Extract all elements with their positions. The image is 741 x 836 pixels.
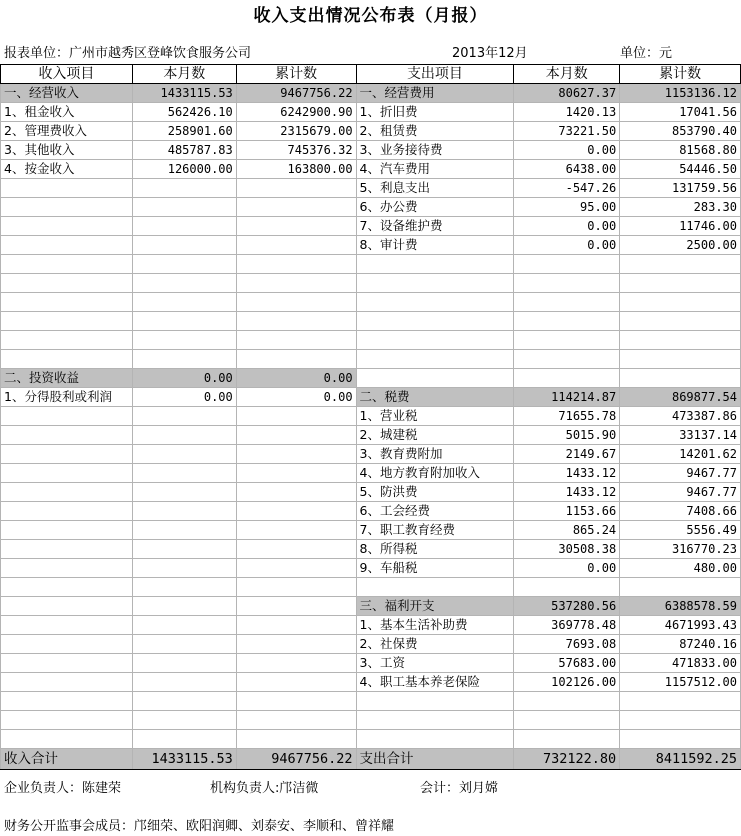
expense-item-name: 1、营业税	[356, 407, 514, 426]
empty-cell	[236, 730, 356, 749]
empty-cell	[132, 464, 236, 483]
col-expense-month: 本月数	[514, 65, 620, 84]
table-row	[1, 84, 741, 103]
expense-cumulative-value: 480.00	[620, 559, 741, 578]
expense-cumulative-value: 473387.86	[620, 407, 741, 426]
income-month-value: 485787.83	[132, 141, 236, 160]
table-row	[1, 369, 741, 388]
empty-cell	[236, 198, 356, 217]
expense-item-name: 1、折旧费	[356, 103, 514, 122]
accountant: 会计：刘月嫦	[420, 781, 499, 796]
expense-month-value: 2149.67	[514, 445, 620, 464]
expense-cumulative-value: 1153136.12	[620, 84, 741, 103]
income-section-title: 二、投资收益	[1, 369, 133, 388]
expense-item-name: 7、设备维护费	[356, 217, 514, 236]
expense-item-name: 4、地方教育附加收入	[356, 464, 514, 483]
expense-item-name: 6、办公费	[356, 198, 514, 217]
income-item-name: 4、按金收入	[1, 160, 133, 179]
report-title: 收入支出情况公布表（月报）	[253, 6, 488, 26]
expense-total-label: 支出合计	[356, 749, 514, 770]
empty-cell	[1, 730, 133, 749]
table-row	[1, 711, 741, 730]
empty-cell	[236, 711, 356, 730]
empty-cell	[1, 464, 133, 483]
col-expense-item: 支出项目	[356, 65, 514, 84]
empty-cell	[236, 293, 356, 312]
expense-cumulative-value: 316770.23	[620, 540, 741, 559]
table-row	[1, 540, 741, 559]
income-expense-table	[0, 64, 741, 770]
table-row	[1, 483, 741, 502]
empty-cell	[1, 673, 133, 692]
empty-cell	[620, 692, 741, 711]
table-row	[1, 179, 741, 198]
expense-month-value: 6438.00	[514, 160, 620, 179]
report-period: 2013年12月	[452, 46, 528, 61]
expense-month-value: 865.24	[514, 521, 620, 540]
empty-cell	[620, 274, 741, 293]
income-section-title: 一、经营收入	[1, 84, 133, 103]
empty-cell	[1, 426, 133, 445]
expense-month-value: 0.00	[514, 559, 620, 578]
table-row	[1, 103, 741, 122]
expense-month-value: 57683.00	[514, 654, 620, 673]
empty-cell	[132, 426, 236, 445]
expense-month-value: 30508.38	[514, 540, 620, 559]
expense-item-name: 9、车船税	[356, 559, 514, 578]
empty-cell	[132, 502, 236, 521]
expense-item-name: 6、工会经费	[356, 502, 514, 521]
empty-cell	[132, 331, 236, 350]
table-row	[1, 331, 741, 350]
income-item-name: 1、租金收入	[1, 103, 133, 122]
empty-cell	[236, 559, 356, 578]
expense-month-value: 114214.87	[514, 388, 620, 407]
empty-cell	[132, 179, 236, 198]
table-row	[1, 635, 741, 654]
table-row	[1, 217, 741, 236]
empty-cell	[1, 312, 133, 331]
table-row	[1, 350, 741, 369]
empty-cell	[236, 255, 356, 274]
reporting-unit: 报表单位：广州市越秀区登峰饮食服务公司	[4, 46, 252, 61]
income-month-value: 562426.10	[132, 103, 236, 122]
empty-cell	[132, 654, 236, 673]
empty-cell	[620, 369, 741, 388]
empty-cell	[1, 407, 133, 426]
empty-cell	[514, 711, 620, 730]
empty-cell	[236, 464, 356, 483]
empty-cell	[236, 274, 356, 293]
empty-cell	[620, 312, 741, 331]
empty-cell	[132, 578, 236, 597]
empty-cell	[1, 198, 133, 217]
expense-item-name: 3、工资	[356, 654, 514, 673]
expense-month-value: 73221.50	[514, 122, 620, 141]
empty-cell	[236, 635, 356, 654]
empty-cell	[132, 255, 236, 274]
expense-month-value: 102126.00	[514, 673, 620, 692]
expense-total-month: 732122.80	[514, 749, 620, 770]
empty-cell	[514, 578, 620, 597]
empty-cell	[356, 369, 514, 388]
table-row	[1, 255, 741, 274]
expense-cumulative-value: 14201.62	[620, 445, 741, 464]
empty-cell	[1, 654, 133, 673]
expense-cumulative-value: 9467.77	[620, 464, 741, 483]
empty-cell	[132, 198, 236, 217]
empty-cell	[132, 692, 236, 711]
expense-item-name: 5、防洪费	[356, 483, 514, 502]
empty-cell	[356, 293, 514, 312]
expense-cumulative-value: 131759.56	[620, 179, 741, 198]
supervisory-committee: 财务公开监事会成员：邝细荣、欧阳润卿、刘泰安、李顺和、曾祥耀	[4, 819, 395, 834]
expense-cumulative-value: 6388578.59	[620, 597, 741, 616]
empty-cell	[1, 179, 133, 198]
empty-cell	[132, 597, 236, 616]
expense-cumulative-value: 471833.00	[620, 654, 741, 673]
currency-unit: 单位：元	[620, 46, 673, 61]
table-row	[1, 464, 741, 483]
empty-cell	[236, 312, 356, 331]
table-row	[1, 502, 741, 521]
table-row	[1, 293, 741, 312]
expense-item-name: 1、基本生活补助费	[356, 616, 514, 635]
empty-cell	[514, 274, 620, 293]
expense-item-name: 8、所得税	[356, 540, 514, 559]
empty-cell	[1, 521, 133, 540]
empty-cell	[356, 255, 514, 274]
expense-month-value: 71655.78	[514, 407, 620, 426]
table-row	[1, 654, 741, 673]
empty-cell	[1, 540, 133, 559]
expense-cumulative-value: 2500.00	[620, 236, 741, 255]
expense-cumulative-value: 33137.14	[620, 426, 741, 445]
expense-section-title: 二、税费	[356, 388, 514, 407]
empty-cell	[356, 711, 514, 730]
empty-cell	[356, 578, 514, 597]
empty-cell	[1, 255, 133, 274]
expense-cumulative-value: 4671993.43	[620, 616, 741, 635]
empty-cell	[132, 635, 236, 654]
table-row	[1, 673, 741, 692]
table-row	[1, 597, 741, 616]
empty-cell	[356, 274, 514, 293]
empty-cell	[356, 350, 514, 369]
empty-cell	[1, 331, 133, 350]
empty-cell	[132, 350, 236, 369]
income-item-name: 3、其他收入	[1, 141, 133, 160]
empty-cell	[236, 179, 356, 198]
expense-cumulative-value: 81568.80	[620, 141, 741, 160]
expense-month-value: 95.00	[514, 198, 620, 217]
empty-cell	[356, 692, 514, 711]
empty-cell	[514, 350, 620, 369]
empty-cell	[514, 312, 620, 331]
table-row	[1, 274, 741, 293]
table-row	[1, 426, 741, 445]
expense-item-name: 2、租赁费	[356, 122, 514, 141]
column-header-row	[1, 65, 741, 84]
income-total-month: 1433115.53	[132, 749, 236, 770]
empty-cell	[356, 312, 514, 331]
income-total-label: 收入合计	[1, 749, 133, 770]
income-month-value: 0.00	[132, 388, 236, 407]
empty-cell	[236, 426, 356, 445]
empty-cell	[132, 407, 236, 426]
table-row	[1, 407, 741, 426]
empty-cell	[1, 559, 133, 578]
empty-cell	[236, 331, 356, 350]
table-row	[1, 388, 741, 407]
empty-cell	[236, 236, 356, 255]
empty-cell	[1, 502, 133, 521]
table-row	[1, 578, 741, 597]
expense-month-value: 0.00	[514, 141, 620, 160]
empty-cell	[132, 711, 236, 730]
table-row	[1, 312, 741, 331]
empty-cell	[514, 692, 620, 711]
col-expense-cumulative: 累计数	[620, 65, 741, 84]
empty-cell	[132, 236, 236, 255]
expense-section-title: 一、经营费用	[356, 84, 514, 103]
empty-cell	[1, 350, 133, 369]
expense-month-value: 1420.13	[514, 103, 620, 122]
enterprise-head: 企业负责人：陈建荣	[4, 781, 122, 796]
empty-cell	[514, 730, 620, 749]
expense-item-name: 2、城建税	[356, 426, 514, 445]
expense-month-value: 0.00	[514, 217, 620, 236]
expense-item-name: 4、汽车费用	[356, 160, 514, 179]
empty-cell	[1, 483, 133, 502]
table-row	[1, 692, 741, 711]
empty-cell	[236, 483, 356, 502]
income-cumulative-value: 0.00	[236, 369, 356, 388]
expense-cumulative-value: 54446.50	[620, 160, 741, 179]
empty-cell	[514, 255, 620, 274]
empty-cell	[620, 730, 741, 749]
expense-month-value: 369778.48	[514, 616, 620, 635]
empty-cell	[1, 217, 133, 236]
expense-month-value: 537280.56	[514, 597, 620, 616]
expense-item-name: 2、社保费	[356, 635, 514, 654]
expense-cumulative-value: 11746.00	[620, 217, 741, 236]
table-row	[1, 122, 741, 141]
expense-cumulative-value: 5556.49	[620, 521, 741, 540]
expense-month-value: 7693.08	[514, 635, 620, 654]
expense-item-name: 7、职工教育经费	[356, 521, 514, 540]
expense-month-value: 1153.66	[514, 502, 620, 521]
empty-cell	[236, 654, 356, 673]
expense-month-value: 1433.12	[514, 464, 620, 483]
empty-cell	[620, 255, 741, 274]
expense-month-value: -547.26	[514, 179, 620, 198]
expense-item-name: 4、职工基本养老保险	[356, 673, 514, 692]
empty-cell	[132, 616, 236, 635]
table-row	[1, 198, 741, 217]
income-cumulative-value: 6242900.90	[236, 103, 356, 122]
expense-month-value: 80627.37	[514, 84, 620, 103]
empty-cell	[1, 236, 133, 255]
table-row	[1, 559, 741, 578]
table-row	[1, 521, 741, 540]
empty-cell	[620, 350, 741, 369]
empty-cell	[236, 578, 356, 597]
empty-cell	[236, 350, 356, 369]
empty-cell	[132, 521, 236, 540]
empty-cell	[132, 217, 236, 236]
empty-cell	[132, 559, 236, 578]
income-month-value: 258901.60	[132, 122, 236, 141]
totals-row	[1, 749, 741, 770]
income-month-value: 1433115.53	[132, 84, 236, 103]
empty-cell	[1, 711, 133, 730]
empty-cell	[236, 407, 356, 426]
income-cumulative-value: 2315679.00	[236, 122, 356, 141]
empty-cell	[1, 597, 133, 616]
expense-cumulative-value: 853790.40	[620, 122, 741, 141]
income-total-cumulative: 9467756.22	[236, 749, 356, 770]
income-item-name: 2、管理费收入	[1, 122, 133, 141]
empty-cell	[1, 578, 133, 597]
expense-item-name: 5、利息支出	[356, 179, 514, 198]
empty-cell	[132, 293, 236, 312]
empty-cell	[132, 274, 236, 293]
empty-cell	[514, 293, 620, 312]
expense-cumulative-value: 17041.56	[620, 103, 741, 122]
expense-item-name: 8、审计费	[356, 236, 514, 255]
income-cumulative-value: 9467756.22	[236, 84, 356, 103]
empty-cell	[236, 597, 356, 616]
empty-cell	[132, 540, 236, 559]
expense-month-value: 1433.12	[514, 483, 620, 502]
empty-cell	[514, 369, 620, 388]
empty-cell	[514, 331, 620, 350]
expense-cumulative-value: 87240.16	[620, 635, 741, 654]
empty-cell	[132, 445, 236, 464]
empty-cell	[236, 445, 356, 464]
expense-cumulative-value: 869877.54	[620, 388, 741, 407]
expense-item-name: 3、业务接待费	[356, 141, 514, 160]
table-row	[1, 160, 741, 179]
expense-item-name: 3、教育费附加	[356, 445, 514, 464]
expense-cumulative-value: 9467.77	[620, 483, 741, 502]
empty-cell	[236, 217, 356, 236]
empty-cell	[1, 445, 133, 464]
empty-cell	[1, 616, 133, 635]
col-income-cumulative: 累计数	[236, 65, 356, 84]
expense-month-value: 5015.90	[514, 426, 620, 445]
institution-head: 机构负责人:邝洁微	[210, 781, 319, 796]
empty-cell	[236, 692, 356, 711]
expense-cumulative-value: 1157512.00	[620, 673, 741, 692]
empty-cell	[236, 616, 356, 635]
empty-cell	[356, 730, 514, 749]
empty-cell	[356, 331, 514, 350]
empty-cell	[1, 635, 133, 654]
table-row	[1, 141, 741, 160]
expense-section-title: 三、福利开支	[356, 597, 514, 616]
income-item-name: 1、分得股利或利润	[1, 388, 133, 407]
empty-cell	[132, 312, 236, 331]
empty-cell	[132, 730, 236, 749]
empty-cell	[132, 483, 236, 502]
income-month-value: 0.00	[132, 369, 236, 388]
empty-cell	[620, 293, 741, 312]
income-cumulative-value: 745376.32	[236, 141, 356, 160]
income-cumulative-value: 0.00	[236, 388, 356, 407]
empty-cell	[236, 521, 356, 540]
empty-cell	[620, 578, 741, 597]
empty-cell	[620, 331, 741, 350]
income-cumulative-value: 163800.00	[236, 160, 356, 179]
table-row	[1, 730, 741, 749]
expense-month-value: 0.00	[514, 236, 620, 255]
income-month-value: 126000.00	[132, 160, 236, 179]
empty-cell	[132, 673, 236, 692]
col-income-month: 本月数	[132, 65, 236, 84]
expense-cumulative-value: 7408.66	[620, 502, 741, 521]
expense-cumulative-value: 283.30	[620, 198, 741, 217]
empty-cell	[620, 711, 741, 730]
empty-cell	[1, 692, 133, 711]
expense-total-cumulative: 8411592.25	[620, 749, 741, 770]
col-income-item: 收入项目	[1, 65, 133, 84]
table-row	[1, 236, 741, 255]
empty-cell	[236, 673, 356, 692]
empty-cell	[236, 502, 356, 521]
table-row	[1, 445, 741, 464]
table-row	[1, 616, 741, 635]
empty-cell	[1, 274, 133, 293]
empty-cell	[1, 293, 133, 312]
empty-cell	[236, 540, 356, 559]
